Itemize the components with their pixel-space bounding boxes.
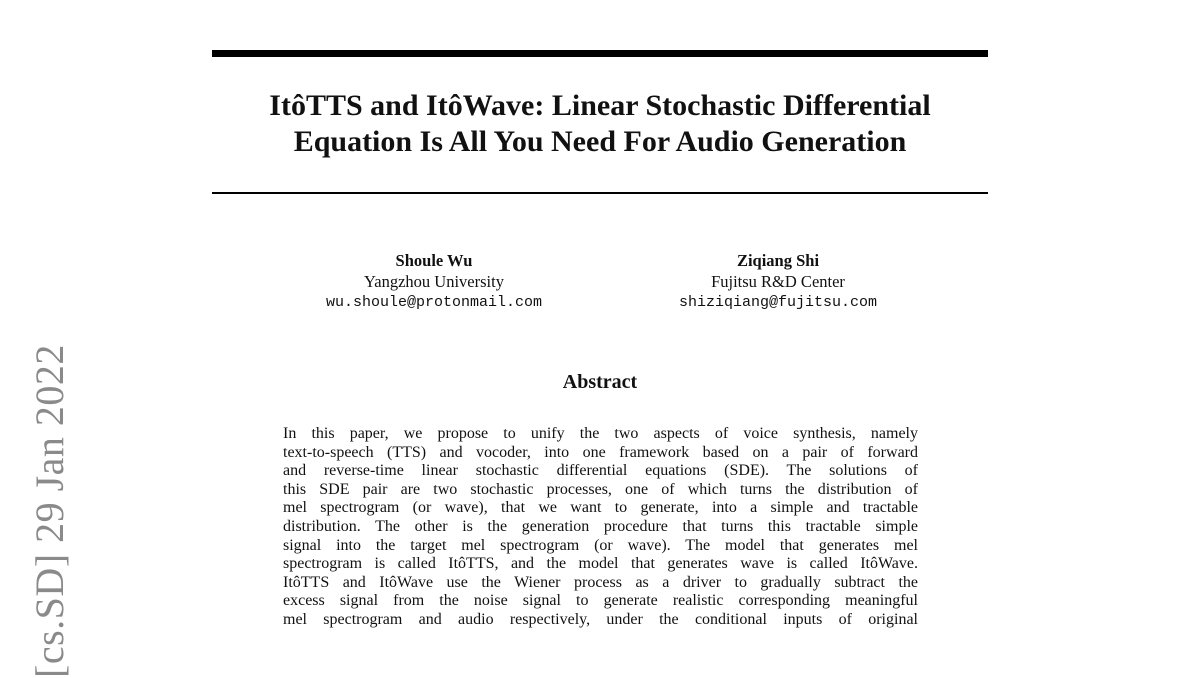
author-affiliation: Yangzhou University	[364, 272, 504, 291]
abstract-line: excess signal from the noise signal to generate realistic corresponding meaningful	[283, 592, 918, 610]
abstract-line: In this paper, we propose to unify the two aspects of voice synthesis, namely	[283, 425, 918, 442]
title-bottom-rule	[212, 192, 988, 194]
author-name: Shoule Wu	[395, 251, 473, 270]
abstract-line: distribution. The other is the generation procedure that turns this tractable simple	[283, 517, 918, 535]
abstract-line: signal into the target mel spectrogram (or wave). The model that generates mel	[283, 536, 918, 554]
arxiv-side-stamp	[26, 318, 78, 678]
author-affiliation: Fujitsu R&D Center	[711, 272, 845, 291]
abstract-line: spectrogram is called ItôTTS, and the model that generates wave is called ItôWave.	[283, 555, 918, 573]
abstract-line: and reverse-time linear stochastic differential equations (SDE). The solutions of	[283, 462, 918, 480]
abstract-line: this SDE pair are two stochastic processes, one of which turns the distribution of	[283, 480, 918, 498]
author-block-1	[284, 250, 584, 313]
abstract-line: text-to-speech (TTS) and vocoder, into one framework based on a pair of forward	[283, 443, 918, 461]
abstract-line: ItôTTS and ItôWave use the Wiener process as a driver to gradually subtract the	[283, 573, 918, 591]
abstract-line: mel spectrogram and audio respectively, under the conditional inputs of original	[283, 610, 918, 628]
author-block-2	[628, 250, 928, 313]
author-email: shiziqiang@fujitsu.com	[678, 294, 878, 311]
author-email: wu.shoule@protonmail.com	[325, 294, 543, 311]
title-line-2: Equation Is All You Need For Audio Generation	[293, 125, 907, 158]
abstract-line: mel spectrogram (or wave), that we want to generate, into a simple and tractable	[283, 499, 918, 517]
paper-title	[212, 88, 988, 160]
arxiv-stamp-text: [cs.SD] 29 Jan 2022	[27, 344, 72, 678]
abstract-body	[283, 425, 918, 630]
title-line-1: ItôTTS and ItôWave: Linear Stochastic Differential	[269, 89, 931, 122]
abstract-heading: Abstract	[562, 371, 638, 393]
author-name: Ziqiang Shi	[736, 251, 820, 270]
title-top-rule	[212, 50, 988, 57]
